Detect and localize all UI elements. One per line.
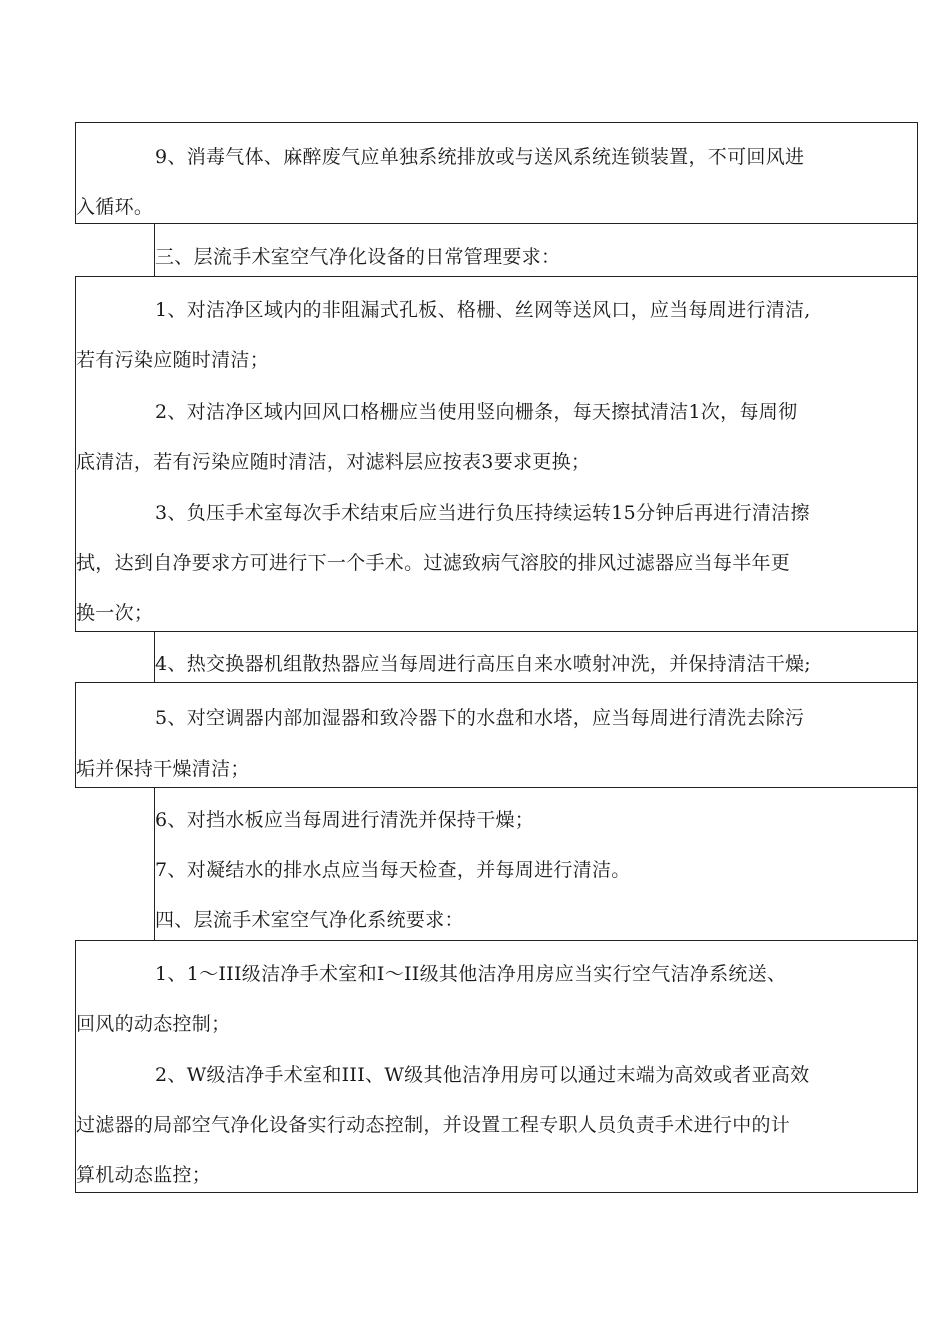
table-cell-item-9 <box>75 122 918 224</box>
text-line: 拭，达到自净要求方可进行下一个手术。过滤致病气溶胶的排风过滤器应当每半年更 <box>76 552 791 574</box>
text-line: 4、热交换器机组散热器应当每周进行高压自来水喷射冲洗，并保持清洁干燥; <box>155 653 811 675</box>
text-line: 底清洁，若有污染应随时清洁，对滤料层应按表3要求更换； <box>76 451 591 473</box>
text-line: 算机动态监控； <box>76 1164 212 1186</box>
text-line: 1、1〜III级洁净手术室和I〜II级其他洁净用房应当实行空气洁净系统送、 <box>155 963 787 985</box>
text-line: 2、对洁净区域内回风口格栅应当使用竖向栅条，每天擦拭清洁1次，每周彻 <box>155 401 798 423</box>
text-line: 换一次； <box>76 602 154 624</box>
text-line: 6、对挡水板应当每周进行清洗并保持干燥； <box>155 809 535 831</box>
text-line: 过滤器的局部空气净化设备实行动态控制，并设置工程专职人员负责手术进行中的计 <box>76 1114 791 1136</box>
text-line: 入循环。 <box>76 196 154 218</box>
text-line: 7、对凝结水的排水点应当每天检查，并每周进行清洁。 <box>155 859 631 881</box>
text-line: 1、对洁净区域内的非阻漏式孔板、格栅、丝网等送风口，应当每周进行清洁, <box>155 299 811 321</box>
text-line: 3、负压手术室每次手术结束后应当进行负压持续运转15分钟后再进行清洁擦 <box>155 502 810 524</box>
text-line: 垢并保持干燥清洁； <box>76 758 250 780</box>
text-line: 9、消毒气体、麻醉废气应单独系统排放或与送风系统连锁装置，不可回风进 <box>155 146 805 168</box>
text-line: 5、对空调器内部加湿器和致冷器下的水盘和水塔，应当每周进行清洗去除污 <box>155 707 805 729</box>
text-line: 2、W级洁净手术室和III、W级其他洁净用房可以通过末端为高效或者亚高效 <box>155 1064 810 1086</box>
text-line: 回风的动态控制； <box>76 1013 231 1035</box>
text-line: 若有污染应随时清洁； <box>76 349 270 371</box>
section-heading: 四、层流手术室空气净化系统要求： <box>155 909 464 931</box>
section-heading: 三、层流手术室空气净化设备的日常管理要求： <box>155 246 561 268</box>
